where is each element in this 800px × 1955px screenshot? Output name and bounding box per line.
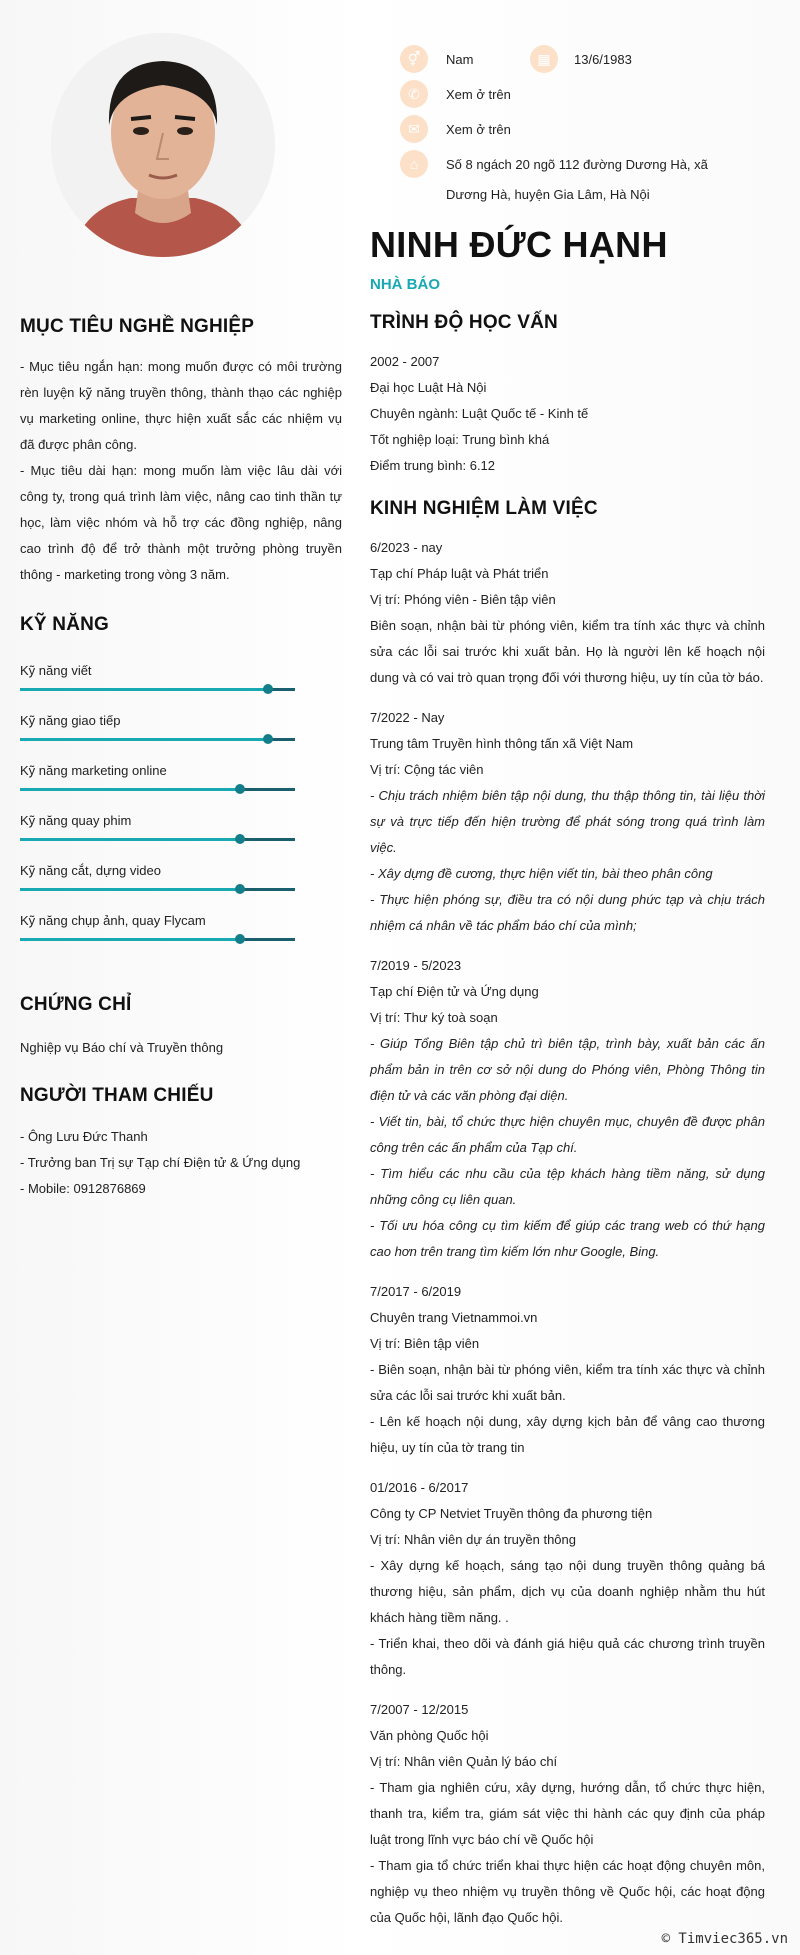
phone-value: Xem ở trên	[446, 87, 511, 102]
reference-position: - Trưởng ban Trị sự Tạp chí Điện tử & Ứng dụng	[20, 1155, 301, 1170]
avatar	[51, 33, 275, 257]
email-icon: ✉	[400, 115, 428, 143]
skill-label: Kỹ năng chụp ảnh, quay Flycam	[20, 913, 206, 928]
education-grade: Tốt nghiệp loại: Trung bình khá	[370, 432, 550, 447]
objective-title: MỤC TIÊU NGHỀ NGHIỆP	[20, 316, 255, 337]
experience-detail: - Thực hiện phóng sự, điều tra có nội dung phức tạp và chịu trách nhiệm cá nhân về tác phẩm báo chí của mình;	[370, 892, 765, 933]
experience-company: Trung tâm Truyền hình thông tấn xã Việt Nam	[370, 736, 634, 751]
address-line-1: Số 8 ngách 20 ngõ 112 đường Dương Hà, xã	[446, 157, 708, 172]
skill-label: Kỹ năng cắt, dựng video	[20, 863, 161, 878]
experience-item	[370, 535, 765, 691]
education-major: Chuyên ngành: Luật Quốc tế - Kinh tế	[370, 406, 589, 421]
experience-detail: - Tối ưu hóa công cụ tìm kiếm để giúp các trang web có thứ hạng cao hơn trên trang tìm kiếm lớn như Google, Bing.	[370, 1218, 765, 1259]
skill-bar-knob	[263, 684, 273, 694]
skill-label: Kỹ năng giao tiếp	[20, 713, 121, 728]
experience-detail: - Biên soạn, nhận bài từ phóng viên, kiểm tra tính xác thực và chỉnh sửa các lỗi sai trước khi xuất bản.	[370, 1362, 765, 1403]
experience-detail: - Xây dựng kế hoạch, sáng tạo nội dung truyền thông quảng bá thương hiệu, sản phẩm, dịch vụ của doanh nghiệp nhằm thu hút khách hàng tiềm năng. .	[370, 1558, 765, 1625]
skill-item	[20, 913, 295, 928]
skill-bar-knob	[235, 834, 245, 844]
skill-bar-fill	[20, 838, 240, 841]
experience-company: Công ty CP Netviet Truyền thông đa phương tiện	[370, 1506, 653, 1521]
experience-company: Tạp chí Điện tử và Ứng dụng	[370, 984, 539, 999]
experience-detail: - Tham gia tổ chức triển khai thực hiện các hoạt động chuyên môn, nghiệp vụ theo nhiệm vụ truyền thông về Quốc hội, các hoạt động của Quốc hội, lãnh đạo Quốc hội.	[370, 1858, 765, 1925]
certificates-title: CHỨNG CHỈ	[20, 994, 132, 1015]
skill-bar-fill	[20, 938, 240, 941]
experience-item	[370, 705, 765, 939]
reference-mobile: - Mobile: 0912876869	[20, 1181, 146, 1196]
skill-item	[20, 663, 295, 678]
experience-period: 6/2023 - nay	[370, 540, 443, 555]
references-title: NGƯỜI THAM CHIẾU	[20, 1085, 214, 1106]
experience-period: 7/2022 - Nay	[370, 710, 445, 725]
experience-detail: - Chịu trách nhiệm biên tập nội dung, thu thập thông tin, tài liệu thời sự và trực tiếp đến hiện trường để phát sóng trong quá trình làm việc.	[370, 788, 765, 855]
calendar-icon: ▦	[530, 45, 558, 73]
skill-label: Kỹ năng quay phim	[20, 813, 132, 828]
experience-title: KINH NGHIỆM LÀM VIỆC	[370, 498, 598, 519]
skill-bar-fill	[20, 888, 240, 891]
skill-bar	[20, 838, 295, 841]
experience-period: 01/2016 - 6/2017	[370, 1480, 469, 1495]
experience-detail: Biên soạn, nhận bài từ phóng viên, kiểm tra tính xác thực và chỉnh sửa các lỗi sai trước khi xuất bản. Họ là người lên kế hoạch nội dung và có vai trò quan trọng đối với thương hiệu, uy tín của tờ báo.	[370, 618, 765, 685]
experience-detail: - Lên kế hoạch nội dung, xây dựng kịch bản để vâng cao thương hiệu, uy tín của tờ trang tin	[370, 1414, 765, 1455]
skill-bar-knob	[235, 784, 245, 794]
education-gpa: Điểm trung bình: 6.12	[370, 458, 496, 473]
skill-bar	[20, 788, 295, 791]
experience-detail: - Tìm hiểu các nhu cầu của tệp khách hàng tiềm năng, sử dụng những công cụ liên quan.	[370, 1166, 765, 1207]
skill-bar	[20, 688, 295, 691]
objective-short-term: - Mục tiêu ngắn hạn: mong muốn được có môi trường rèn luyện kỹ năng truyền thông, thành thạo các nghiệp vụ marketing online, thực hiện xuất sắc các nhiệm vụ đã được phân công.	[20, 359, 342, 452]
candidate-name: NINH ĐỨC HẠNH	[370, 224, 668, 265]
experience-position: Vị trí: Biên tập viên	[370, 1336, 480, 1351]
skill-label: Kỹ năng viết	[20, 663, 92, 678]
skill-bar-fill	[20, 688, 268, 691]
experience-detail: - Tham gia nghiên cứu, xây dựng, hướng dẫn, tổ chức thực hiện, thanh tra, kiểm tra, giám sát việc thi hành các quy định của pháp luật trong lĩnh vực báo chí về Quốc hội	[370, 1780, 765, 1847]
experience-item	[370, 1279, 765, 1461]
experience-position: Vị trí: Cộng tác viên	[370, 762, 484, 777]
skill-label: Kỹ năng marketing online	[20, 763, 167, 778]
experience-detail: - Viết tin, bài, tổ chức thực hiện chuyên mục, chuyên đề được phân công trên các ấn phẩm của Tạp chí.	[370, 1114, 765, 1155]
experience-company: Văn phòng Quốc hội	[370, 1728, 489, 1743]
email-value: Xem ở trên	[446, 122, 511, 137]
experience-list	[370, 535, 765, 1945]
phone-icon: ✆	[400, 80, 428, 108]
skill-bar-fill	[20, 788, 240, 791]
skills-title: KỸ NĂNG	[20, 614, 110, 635]
gender-icon: ⚥	[400, 45, 428, 73]
address-line-2: Dương Hà, huyện Gia Lâm, Hà Nội	[446, 187, 650, 202]
skill-item	[20, 813, 295, 828]
experience-position: Vị trí: Nhân viên Quản lý báo chí	[370, 1754, 558, 1769]
skill-item	[20, 763, 295, 778]
certificate-item: Nghiệp vụ Báo chí và Truyền thông	[20, 1040, 224, 1055]
experience-position: Vị trí: Thư ký toà soạn	[370, 1010, 498, 1025]
objective-long-term: - Mục tiêu dài hạn: mong muốn làm việc lâu dài với công ty, trong quá trình làm việc, nâng cao tinh thần tự học, làm việc nhóm và hỗ trợ các đồng nghiệp, nâng cao trình độ để trở thành một trưởng phòng truyền thông - marketing trong vòng 3 năm.	[20, 463, 342, 582]
home-icon: ⌂	[400, 150, 428, 178]
experience-item	[370, 1475, 765, 1683]
skill-item	[20, 713, 295, 728]
watermark: © Timviec365.vn	[661, 1931, 788, 1947]
experience-company: Chuyên trang Vietnammoi.vn	[370, 1310, 538, 1325]
experience-detail: - Triển khai, theo dõi và đánh giá hiệu quả các chương trình truyền thông.	[370, 1636, 765, 1677]
experience-detail: - Giúp Tổng Biên tập chủ trì biên tập, trình bày, xuất bản các ấn phẩm bản in trên cơ sở nội dung do Phóng viên, Phòng Thông tin điện tử và các văn phòng đại diện.	[370, 1036, 765, 1103]
skill-bar-knob	[235, 884, 245, 894]
reference-name: - Ông Lưu Đức Thanh	[20, 1129, 148, 1144]
job-title: NHÀ BÁO	[370, 276, 440, 293]
education-period: 2002 - 2007	[370, 354, 440, 369]
experience-period: 7/2019 - 5/2023	[370, 958, 462, 973]
experience-position: Vị trí: Phóng viên - Biên tập viên	[370, 592, 556, 607]
experience-position: Vị trí: Nhân viên dự án truyền thông	[370, 1532, 576, 1547]
skill-bar	[20, 888, 295, 891]
dob-value: 13/6/1983	[574, 52, 632, 67]
experience-detail: - Xây dựng đề cương, thực hiện viết tin, bài theo phân công	[370, 866, 713, 881]
experience-period: 7/2007 - 12/2015	[370, 1702, 469, 1717]
skill-bar-knob	[235, 934, 245, 944]
experience-item	[370, 1697, 765, 1931]
experience-item	[370, 953, 765, 1265]
experience-company: Tạp chí Pháp luật và Phát triển	[370, 566, 549, 581]
gender-value: Nam	[446, 52, 474, 67]
portrait-photo	[51, 33, 275, 257]
skill-bar	[20, 938, 295, 941]
skill-item	[20, 863, 295, 878]
education-title: TRÌNH ĐỘ HỌC VẤN	[370, 312, 558, 333]
skill-bar-knob	[263, 734, 273, 744]
education-school: Đại học Luật Hà Nội	[370, 380, 487, 395]
experience-period: 7/2017 - 6/2019	[370, 1284, 462, 1299]
skill-bar	[20, 738, 295, 741]
skill-bar-fill	[20, 738, 268, 741]
